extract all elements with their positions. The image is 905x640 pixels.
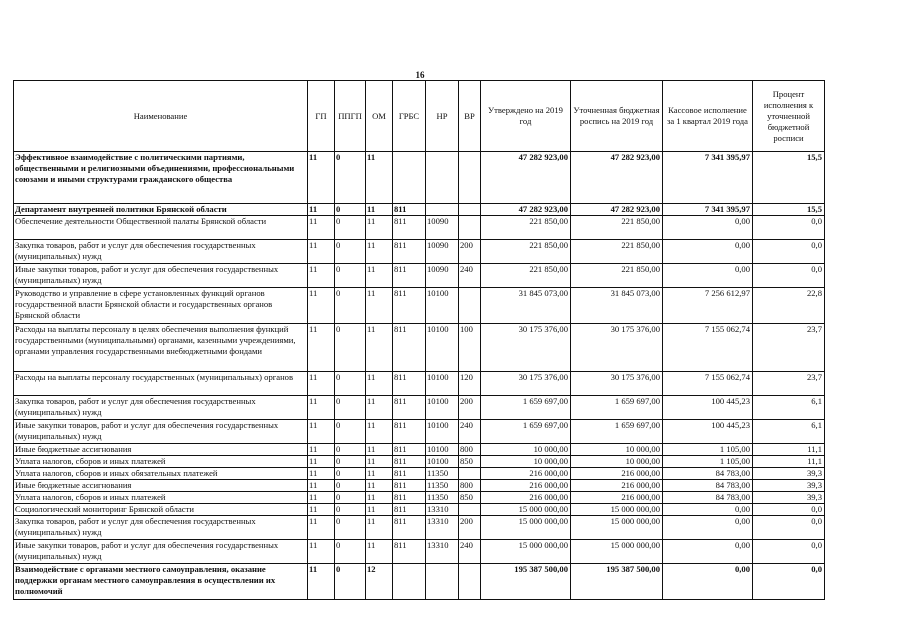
cell-approved: 195 387 500,00	[481, 564, 571, 600]
cell-vr: 240	[459, 540, 481, 564]
cell-np: 10100	[426, 372, 459, 396]
cell-gp: 11	[308, 564, 335, 600]
cell-cash: 84 783,00	[663, 468, 753, 480]
cell-gp: 11	[308, 540, 335, 564]
cell-gp: 11	[308, 240, 335, 264]
cell-approved: 30 175 376,00	[481, 324, 571, 372]
cell-approved: 15 000 000,00	[481, 504, 571, 516]
cell-vr	[459, 204, 481, 216]
cell-om: 11	[366, 152, 393, 204]
cell-grbs: 811	[393, 240, 426, 264]
cell-grbs: 811	[393, 204, 426, 216]
cell-approved: 221 850,00	[481, 240, 571, 264]
cell-approved: 216 000,00	[481, 480, 571, 492]
header-percent: Процент исполнения к уточненной бюджетной росписи	[753, 81, 825, 152]
cell-percent: 0,0	[753, 564, 825, 600]
cell-gp: 11	[308, 504, 335, 516]
cell-np: 11350	[426, 492, 459, 504]
cell-approved: 31 845 073,00	[481, 288, 571, 324]
cell-approved: 30 175 376,00	[481, 372, 571, 396]
cell-refined: 216 000,00	[571, 492, 663, 504]
cell-approved: 15 000 000,00	[481, 540, 571, 564]
cell-om: 11	[366, 372, 393, 396]
cell-cash: 0,00	[663, 216, 753, 240]
cell-om: 11	[366, 240, 393, 264]
table-row	[14, 456, 825, 468]
cell-grbs: 811	[393, 456, 426, 468]
header-approved: Утверждено на 2019 год	[481, 81, 571, 152]
header-grbs: ГРБС	[393, 81, 426, 152]
cell-name: Закупка товаров, работ и услуг для обеспечения государственных (муниципальных) нужд	[14, 396, 308, 420]
table-row	[14, 216, 825, 240]
cell-np: 10100	[426, 420, 459, 444]
cell-cash: 7 155 062,74	[663, 324, 753, 372]
cell-gp: 11	[308, 396, 335, 420]
cell-cash: 0,00	[663, 564, 753, 600]
cell-np: 10090	[426, 240, 459, 264]
table-row	[14, 152, 825, 204]
cell-ppgp: 0	[335, 288, 366, 324]
page-number: 16	[415, 70, 425, 80]
cell-name: Уплата налогов, сборов и иных платежей	[14, 492, 308, 504]
cell-grbs: 811	[393, 288, 426, 324]
cell-om: 12	[366, 564, 393, 600]
table-row	[14, 204, 825, 216]
cell-gp: 11	[308, 468, 335, 480]
cell-ppgp: 0	[335, 324, 366, 372]
cell-refined: 221 850,00	[571, 264, 663, 288]
table-row	[14, 516, 825, 540]
table-row	[14, 564, 825, 600]
cell-np: 10100	[426, 396, 459, 420]
header-refined: Уточненная бюджетная роспись на 2019 год	[571, 81, 663, 152]
table-row	[14, 492, 825, 504]
cell-vr	[459, 152, 481, 204]
cell-om: 11	[366, 456, 393, 468]
cell-np	[426, 152, 459, 204]
cell-vr: 240	[459, 420, 481, 444]
cell-ppgp: 0	[335, 444, 366, 456]
cell-cash: 84 783,00	[663, 480, 753, 492]
cell-grbs: 811	[393, 540, 426, 564]
cell-gp: 11	[308, 216, 335, 240]
cell-vr: 200	[459, 396, 481, 420]
cell-percent: 0,0	[753, 240, 825, 264]
cell-cash: 0,00	[663, 516, 753, 540]
cell-refined: 47 282 923,00	[571, 204, 663, 216]
cell-om: 11	[366, 540, 393, 564]
cell-approved: 10 000,00	[481, 456, 571, 468]
cell-ppgp: 0	[335, 152, 366, 204]
cell-gp: 11	[308, 420, 335, 444]
table-row	[14, 468, 825, 480]
cell-om: 11	[366, 396, 393, 420]
cell-gp: 11	[308, 152, 335, 204]
cell-vr: 800	[459, 480, 481, 492]
header-np: НР	[426, 81, 459, 152]
cell-percent: 39,3	[753, 480, 825, 492]
cell-refined: 1 659 697,00	[571, 396, 663, 420]
cell-name: Иные закупки товаров, работ и услуг для обеспечения государственных (муниципальных) нужд	[14, 420, 308, 444]
cell-grbs: 811	[393, 420, 426, 444]
cell-vr: 240	[459, 264, 481, 288]
cell-percent: 23,7	[753, 324, 825, 372]
cell-np: 10100	[426, 324, 459, 372]
cell-name: Эффективное взаимодействие с политическими партиями, общественными и религиозными объединениями, профессиональными союзами и иными структурами гражданского общества	[14, 152, 308, 204]
cell-refined: 10 000,00	[571, 456, 663, 468]
cell-approved: 1 659 697,00	[481, 420, 571, 444]
cell-om: 11	[366, 288, 393, 324]
cell-percent: 0,0	[753, 504, 825, 516]
cell-cash: 7 256 612,97	[663, 288, 753, 324]
cell-om: 11	[366, 264, 393, 288]
cell-name: Уплата налогов, сборов и иных обязательных платежей	[14, 468, 308, 480]
cell-ppgp: 0	[335, 396, 366, 420]
cell-percent: 0,0	[753, 216, 825, 240]
cell-om: 11	[366, 420, 393, 444]
table-header-row	[14, 81, 825, 152]
cell-name: Взаимодействие с органами местного самоуправления, оказание поддержки органам местного самоуправления в осуществлении их полномочий	[14, 564, 308, 600]
cell-name: Расходы на выплаты персоналу государственных (муниципальных) органов	[14, 372, 308, 396]
cell-np	[426, 564, 459, 600]
cell-cash: 100 445,23	[663, 396, 753, 420]
cell-grbs: 811	[393, 480, 426, 492]
cell-percent: 0,0	[753, 540, 825, 564]
cell-gp: 11	[308, 372, 335, 396]
cell-gp: 11	[308, 456, 335, 468]
cell-approved: 47 282 923,00	[481, 204, 571, 216]
cell-cash: 7 155 062,74	[663, 372, 753, 396]
cell-name: Закупка товаров, работ и услуг для обеспечения государственных (муниципальных) нужд	[14, 240, 308, 264]
cell-percent: 6,1	[753, 396, 825, 420]
cell-ppgp: 0	[335, 420, 366, 444]
cell-gp: 11	[308, 288, 335, 324]
table-row	[14, 396, 825, 420]
cell-percent: 0,0	[753, 264, 825, 288]
cell-approved: 221 850,00	[481, 216, 571, 240]
header-vr: ВР	[459, 81, 481, 152]
cell-refined: 195 387 500,00	[571, 564, 663, 600]
table-row	[14, 444, 825, 456]
cell-percent: 0,0	[753, 516, 825, 540]
cell-vr	[459, 504, 481, 516]
table-row	[14, 240, 825, 264]
cell-cash: 0,00	[663, 240, 753, 264]
cell-vr: 100	[459, 324, 481, 372]
cell-approved: 216 000,00	[481, 492, 571, 504]
cell-vr	[459, 564, 481, 600]
cell-percent: 15,5	[753, 152, 825, 204]
cell-refined: 221 850,00	[571, 216, 663, 240]
table-row	[14, 288, 825, 324]
cell-np: 10100	[426, 444, 459, 456]
header-cash: Кассовое исполнение за 1 квартал 2019 года	[663, 81, 753, 152]
cell-refined: 1 659 697,00	[571, 420, 663, 444]
cell-vr: 850	[459, 456, 481, 468]
cell-om: 11	[366, 516, 393, 540]
cell-ppgp: 0	[335, 264, 366, 288]
cell-refined: 221 850,00	[571, 240, 663, 264]
table-row	[14, 540, 825, 564]
table-row	[14, 324, 825, 372]
cell-approved: 221 850,00	[481, 264, 571, 288]
cell-approved: 10 000,00	[481, 444, 571, 456]
cell-om: 11	[366, 492, 393, 504]
table-row	[14, 372, 825, 396]
table-row	[14, 420, 825, 444]
cell-gp: 11	[308, 516, 335, 540]
budget-table	[13, 80, 825, 600]
cell-name: Обеспечение деятельности Общественной палаты Брянской области	[14, 216, 308, 240]
cell-gp: 11	[308, 492, 335, 504]
cell-vr: 200	[459, 516, 481, 540]
cell-ppgp: 0	[335, 516, 366, 540]
cell-gp: 11	[308, 480, 335, 492]
cell-approved: 47 282 923,00	[481, 152, 571, 204]
cell-grbs: 811	[393, 492, 426, 504]
cell-vr: 850	[459, 492, 481, 504]
header-om: ОМ	[366, 81, 393, 152]
header-ppgp: ППГП	[335, 81, 366, 152]
cell-ppgp: 0	[335, 540, 366, 564]
cell-grbs: 811	[393, 504, 426, 516]
cell-np: 10100	[426, 288, 459, 324]
cell-om: 11	[366, 444, 393, 456]
cell-refined: 15 000 000,00	[571, 504, 663, 516]
cell-percent: 11,1	[753, 444, 825, 456]
cell-percent: 15,5	[753, 204, 825, 216]
cell-percent: 11,1	[753, 456, 825, 468]
cell-ppgp: 0	[335, 504, 366, 516]
cell-name: Департамент внутренней политики Брянской области	[14, 204, 308, 216]
cell-gp: 11	[308, 444, 335, 456]
cell-name: Уплата налогов, сборов и иных платежей	[14, 456, 308, 468]
cell-ppgp: 0	[335, 456, 366, 468]
cell-refined: 30 175 376,00	[571, 324, 663, 372]
cell-cash: 7 341 395,97	[663, 152, 753, 204]
cell-name: Иные закупки товаров, работ и услуг для обеспечения государственных (муниципальных) нужд	[14, 264, 308, 288]
cell-cash: 0,00	[663, 504, 753, 516]
cell-om: 11	[366, 204, 393, 216]
cell-np: 13310	[426, 504, 459, 516]
cell-name: Социологический мониторинг Брянской области	[14, 504, 308, 516]
cell-approved: 15 000 000,00	[481, 516, 571, 540]
cell-om: 11	[366, 480, 393, 492]
cell-om: 11	[366, 324, 393, 372]
cell-name: Расходы на выплаты персоналу в целях обеспечения выполнения функций государственными (муниципальными) органами, казенными учреждениями, органами управления государственными внебюджетными фондами	[14, 324, 308, 372]
cell-gp: 11	[308, 204, 335, 216]
cell-approved: 216 000,00	[481, 468, 571, 480]
cell-np: 13310	[426, 540, 459, 564]
cell-ppgp: 0	[335, 480, 366, 492]
cell-grbs	[393, 564, 426, 600]
cell-percent: 22,8	[753, 288, 825, 324]
cell-refined: 216 000,00	[571, 468, 663, 480]
cell-cash: 100 445,23	[663, 420, 753, 444]
cell-om: 11	[366, 504, 393, 516]
cell-cash: 0,00	[663, 264, 753, 288]
cell-percent: 23,7	[753, 372, 825, 396]
cell-refined: 15 000 000,00	[571, 540, 663, 564]
cell-ppgp: 0	[335, 492, 366, 504]
cell-refined: 47 282 923,00	[571, 152, 663, 204]
header-gp: ГП	[308, 81, 335, 152]
cell-grbs: 811	[393, 468, 426, 480]
cell-gp: 11	[308, 264, 335, 288]
cell-grbs: 811	[393, 264, 426, 288]
cell-name: Руководство и управление в сфере установленных функций органов государственной власти Брянской области и государственных органов Брянской области	[14, 288, 308, 324]
cell-ppgp: 0	[335, 240, 366, 264]
table-row	[14, 480, 825, 492]
cell-vr: 120	[459, 372, 481, 396]
cell-np	[426, 204, 459, 216]
cell-grbs	[393, 152, 426, 204]
cell-grbs: 811	[393, 216, 426, 240]
cell-vr: 200	[459, 240, 481, 264]
cell-refined: 30 175 376,00	[571, 372, 663, 396]
cell-vr	[459, 468, 481, 480]
cell-om: 11	[366, 216, 393, 240]
cell-cash: 0,00	[663, 540, 753, 564]
table-row	[14, 504, 825, 516]
cell-np: 13310	[426, 516, 459, 540]
cell-np: 10090	[426, 264, 459, 288]
cell-ppgp: 0	[335, 216, 366, 240]
cell-refined: 15 000 000,00	[571, 516, 663, 540]
cell-name: Иные бюджетные ассигнования	[14, 444, 308, 456]
cell-ppgp: 0	[335, 372, 366, 396]
cell-ppgp: 0	[335, 468, 366, 480]
cell-name: Иные бюджетные ассигнования	[14, 480, 308, 492]
cell-cash: 84 783,00	[663, 492, 753, 504]
cell-vr: 800	[459, 444, 481, 456]
table-row	[14, 264, 825, 288]
cell-percent: 6,1	[753, 420, 825, 444]
cell-ppgp: 0	[335, 204, 366, 216]
cell-refined: 216 000,00	[571, 480, 663, 492]
cell-refined: 10 000,00	[571, 444, 663, 456]
cell-grbs: 811	[393, 444, 426, 456]
cell-percent: 39,3	[753, 492, 825, 504]
cell-approved: 1 659 697,00	[481, 396, 571, 420]
cell-np: 11350	[426, 480, 459, 492]
cell-name: Закупка товаров, работ и услуг для обеспечения государственных (муниципальных) нужд	[14, 516, 308, 540]
cell-grbs: 811	[393, 324, 426, 372]
cell-np: 10100	[426, 456, 459, 468]
cell-cash: 1 105,00	[663, 456, 753, 468]
cell-gp: 11	[308, 324, 335, 372]
cell-grbs: 811	[393, 516, 426, 540]
cell-percent: 39,3	[753, 468, 825, 480]
cell-om: 11	[366, 468, 393, 480]
cell-cash: 1 105,00	[663, 444, 753, 456]
cell-cash: 7 341 395,97	[663, 204, 753, 216]
cell-grbs: 811	[393, 372, 426, 396]
cell-refined: 31 845 073,00	[571, 288, 663, 324]
cell-np: 10090	[426, 216, 459, 240]
cell-name: Иные закупки товаров, работ и услуг для обеспечения государственных (муниципальных) нужд	[14, 540, 308, 564]
cell-vr	[459, 216, 481, 240]
cell-ppgp: 0	[335, 564, 366, 600]
cell-np: 11350	[426, 468, 459, 480]
cell-grbs: 811	[393, 396, 426, 420]
header-name: Наименование	[14, 81, 308, 152]
table-body	[14, 152, 825, 600]
cell-vr	[459, 288, 481, 324]
